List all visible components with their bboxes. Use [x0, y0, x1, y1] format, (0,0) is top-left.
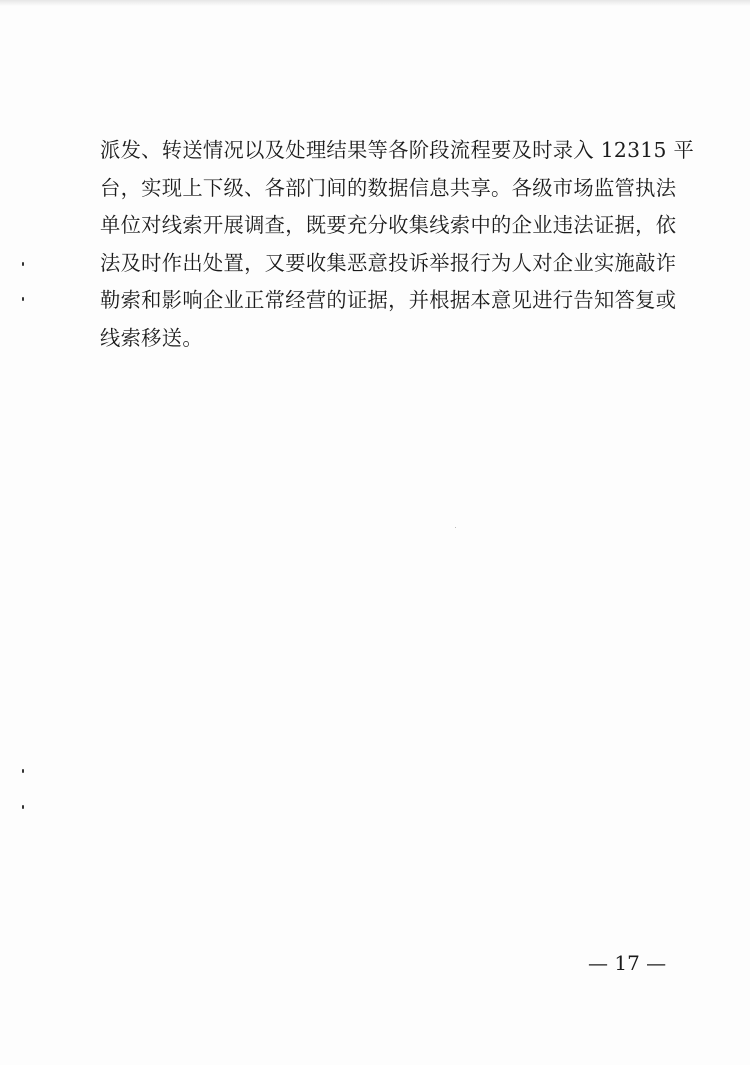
page-number: — 17 — [588, 951, 667, 975]
scan-edge-shadow [0, 0, 750, 6]
scan-speck [455, 527, 456, 528]
paragraph-line: 派发、转送情况以及处理结果等各阶段流程要及时录入 12315 平 [100, 138, 695, 162]
scan-mark [22, 769, 24, 773]
paragraph-line: 勒索和影响企业正常经营的证据，并根据本意见进行告知答复或 [100, 288, 677, 312]
scan-mark [22, 297, 24, 301]
scan-mark [22, 805, 24, 809]
paragraph-line: 单位对线索开展调查，既要充分收集线索中的企业违法证据，依 [100, 213, 677, 237]
scan-mark [22, 262, 24, 266]
paragraph-line: 法及时作出处置，又要收集恶意投诉举报行为人对企业实施敲诈 [100, 250, 677, 275]
body-paragraph [100, 132, 695, 357]
paragraph-line: 线索移送。 [100, 325, 203, 350]
paragraph-line: 台，实现上下级、各部门间的数据信息共享。各级市场监管执法 [100, 175, 677, 200]
